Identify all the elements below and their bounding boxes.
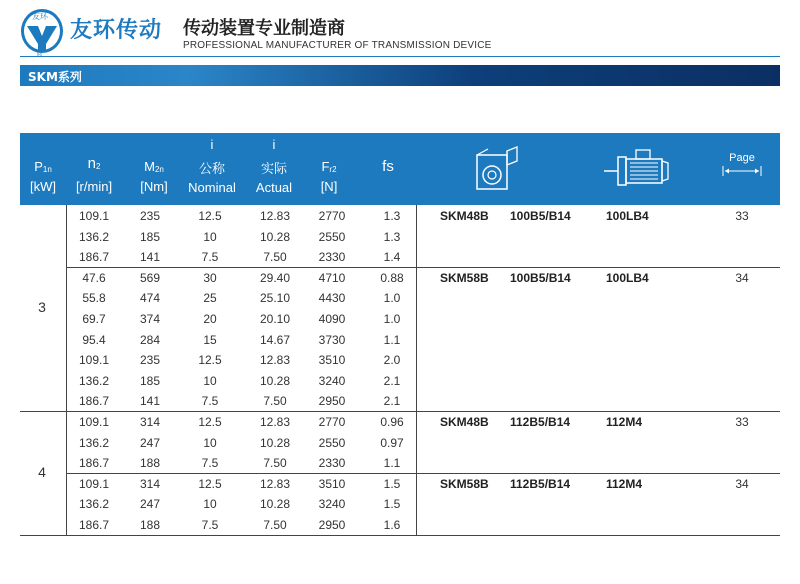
table-cell: 4430 (318, 291, 346, 306)
header-torque: $M_{2n}$ [Nm] (140, 159, 168, 194)
table-cell: 10.28 (259, 435, 291, 450)
table-cell: 185 (139, 373, 161, 388)
table-cell: 0.88 (380, 270, 404, 285)
table-cell: 284 (139, 332, 161, 347)
table-cell: 12.5 (198, 415, 222, 429)
header-page: Page (722, 152, 762, 182)
table-cell: 14.67 (259, 332, 291, 347)
power-value: 4 (38, 463, 46, 480)
table-cell: 12.83 (259, 415, 291, 429)
table-cell: 12.83 (259, 476, 291, 491)
column-divider (66, 205, 67, 535)
table-cell: 69.7 (82, 312, 106, 326)
table-cell: 2.1 (383, 373, 401, 388)
table-cell: 2770 (318, 209, 346, 223)
column-divider (416, 205, 417, 535)
table-cell: 10.28 (259, 497, 291, 512)
table-cell: 2330 (318, 456, 346, 471)
table-cell: 186.7 (78, 456, 110, 471)
group-divider (20, 535, 780, 536)
table-cell: 47.6 (82, 270, 106, 285)
table-cell: 0.96 (380, 415, 404, 429)
page-number: 33 (735, 415, 749, 429)
table-cell: 25 (203, 291, 217, 306)
table-cell: 1.0 (383, 291, 401, 306)
motor-spec: 112M4 (606, 415, 643, 429)
block-divider (66, 267, 780, 268)
table-cell: 7.50 (263, 456, 287, 471)
motor-spec: 112M4 (606, 476, 643, 491)
table-cell: 7.5 (201, 518, 219, 532)
table-cell: 2550 (318, 229, 346, 244)
table-cell: 186.7 (78, 518, 110, 532)
header-radial-force: $F_{r2}$ [N] (320, 159, 338, 194)
table-cell: 188 (139, 518, 161, 532)
table-cell: 374 (139, 312, 161, 326)
table-cell: 109.1 (78, 415, 110, 429)
table-cell: 10.28 (259, 229, 291, 244)
table-cell: 12.5 (198, 476, 222, 491)
table-cell: 30 (203, 270, 217, 285)
table-cell: 235 (139, 209, 161, 223)
header-power: $P_{1n}$ [kW] (30, 159, 56, 194)
table-cell: 3240 (318, 497, 346, 512)
page-number: 33 (735, 209, 749, 223)
brand-name: 友环传动 (70, 18, 163, 43)
table-cell: 7.50 (263, 518, 287, 532)
series-label: SKM系列 (28, 70, 82, 84)
table-cell: 136.2 (78, 373, 110, 388)
table-cell: 12.83 (259, 353, 291, 368)
page-number: 34 (735, 270, 749, 285)
table-cell: 55.8 (82, 291, 106, 306)
table-cell: 314 (139, 415, 161, 429)
table-cell: 12.83 (259, 209, 291, 223)
table-cell: 1.1 (383, 456, 401, 471)
table-cell: 1.5 (383, 497, 401, 512)
table-cell: 10 (203, 435, 217, 450)
table-cell: 2770 (318, 415, 346, 429)
table-cell: 2550 (318, 435, 346, 450)
group-divider (20, 411, 780, 412)
gearbox-icon (474, 145, 520, 195)
table-cell: 1.3 (383, 209, 401, 223)
table-cell: 235 (139, 353, 161, 368)
table-cell: 109.1 (78, 353, 110, 368)
table-cell: 185 (139, 229, 161, 244)
page-arrow-icon (722, 165, 762, 177)
table-cell: 1.4 (383, 250, 401, 265)
motor-icon (604, 147, 670, 191)
table-cell: 247 (139, 435, 161, 450)
header-ratio-actual: i 实际 Actual (255, 137, 293, 195)
table-cell: 20 (203, 312, 217, 326)
model-name: SKM48B (440, 415, 489, 429)
table-cell: 2330 (318, 250, 346, 265)
table-cell: 7.50 (263, 394, 287, 409)
table-cell: 136.2 (78, 229, 110, 244)
model-name: SKM58B (440, 270, 489, 285)
model-name: SKM58B (440, 476, 489, 491)
table-cell: 141 (139, 394, 161, 409)
series-bar (20, 65, 780, 86)
table-cell: 314 (139, 476, 161, 491)
header-rule (20, 56, 780, 57)
flange-spec: 100B5/B14 (510, 270, 571, 285)
table-cell: 1.5 (383, 476, 401, 491)
table-cell: 109.1 (78, 209, 110, 223)
table-cell: 20.10 (259, 312, 291, 326)
table-cell: 1.1 (383, 332, 401, 347)
table-cell: 12.5 (198, 209, 222, 223)
table-cell: 0.97 (380, 435, 404, 450)
table-cell: 109.1 (78, 476, 110, 491)
table-cell: 141 (139, 250, 161, 265)
table-cell: 10.28 (259, 373, 291, 388)
tagline-english: PROFESSIONAL MANUFACTURER OF TRANSMISSION DEVICE (183, 40, 492, 51)
flange-spec: 100B5/B14 (510, 209, 571, 223)
table-cell: 3240 (318, 373, 346, 388)
table-cell: 4710 (318, 270, 346, 285)
table-cell: 10 (203, 229, 217, 244)
table-cell: 2.0 (383, 353, 401, 368)
header-service-factor: fs (382, 158, 394, 175)
flange-spec: 112B5/B14 (510, 415, 571, 429)
table-cell: 12.5 (198, 353, 222, 368)
table-cell: 10 (203, 497, 217, 512)
table-cell: 136.2 (78, 435, 110, 450)
table-cell: 2950 (318, 394, 346, 409)
motor-spec: 100LB4 (606, 209, 649, 223)
flange-spec: 112B5/B14 (510, 476, 571, 491)
table-cell: 247 (139, 497, 161, 512)
table-cell: 186.7 (78, 394, 110, 409)
header-ratio-nominal: i 公称 Nominal (188, 137, 236, 195)
table-cell: 136.2 (78, 497, 110, 512)
table-cell: 7.5 (201, 394, 219, 409)
table-cell: 188 (139, 456, 161, 471)
table-cell: 29.40 (259, 270, 291, 285)
table-cell: 2950 (318, 518, 346, 532)
tagline-chinese: 传动装置专业制造商 (183, 18, 345, 39)
table-cell: 25.10 (259, 291, 291, 306)
table-cell: 2.1 (383, 394, 401, 409)
table-cell: 15 (203, 332, 217, 347)
table-cell: 7.5 (201, 250, 219, 265)
header-speed: $n_2$ [r/min] (75, 155, 113, 194)
table-cell: 3510 (318, 353, 346, 368)
motor-spec: 100LB4 (606, 270, 649, 285)
logo-text: 友环 (32, 12, 48, 21)
table-cell: 1.6 (383, 518, 401, 532)
table-header (20, 133, 780, 205)
model-name: SKM48B (440, 209, 489, 223)
table-cell: 3730 (318, 332, 346, 347)
table-cell: 569 (139, 270, 161, 285)
table-cell: 186.7 (78, 250, 110, 265)
power-value: 3 (38, 299, 46, 315)
table-cell: 474 (139, 291, 161, 306)
table-cell: 1.0 (383, 312, 401, 326)
table-cell: 10 (203, 373, 217, 388)
table-cell: 1.3 (383, 229, 401, 244)
table-cell: 95.4 (82, 332, 106, 347)
block-divider (66, 473, 780, 474)
table-cell: 4090 (318, 312, 346, 326)
page-number: 34 (735, 476, 749, 491)
table-cell: 3510 (318, 476, 346, 491)
table-cell: 7.5 (201, 456, 219, 471)
table-cell: 7.50 (263, 250, 287, 265)
